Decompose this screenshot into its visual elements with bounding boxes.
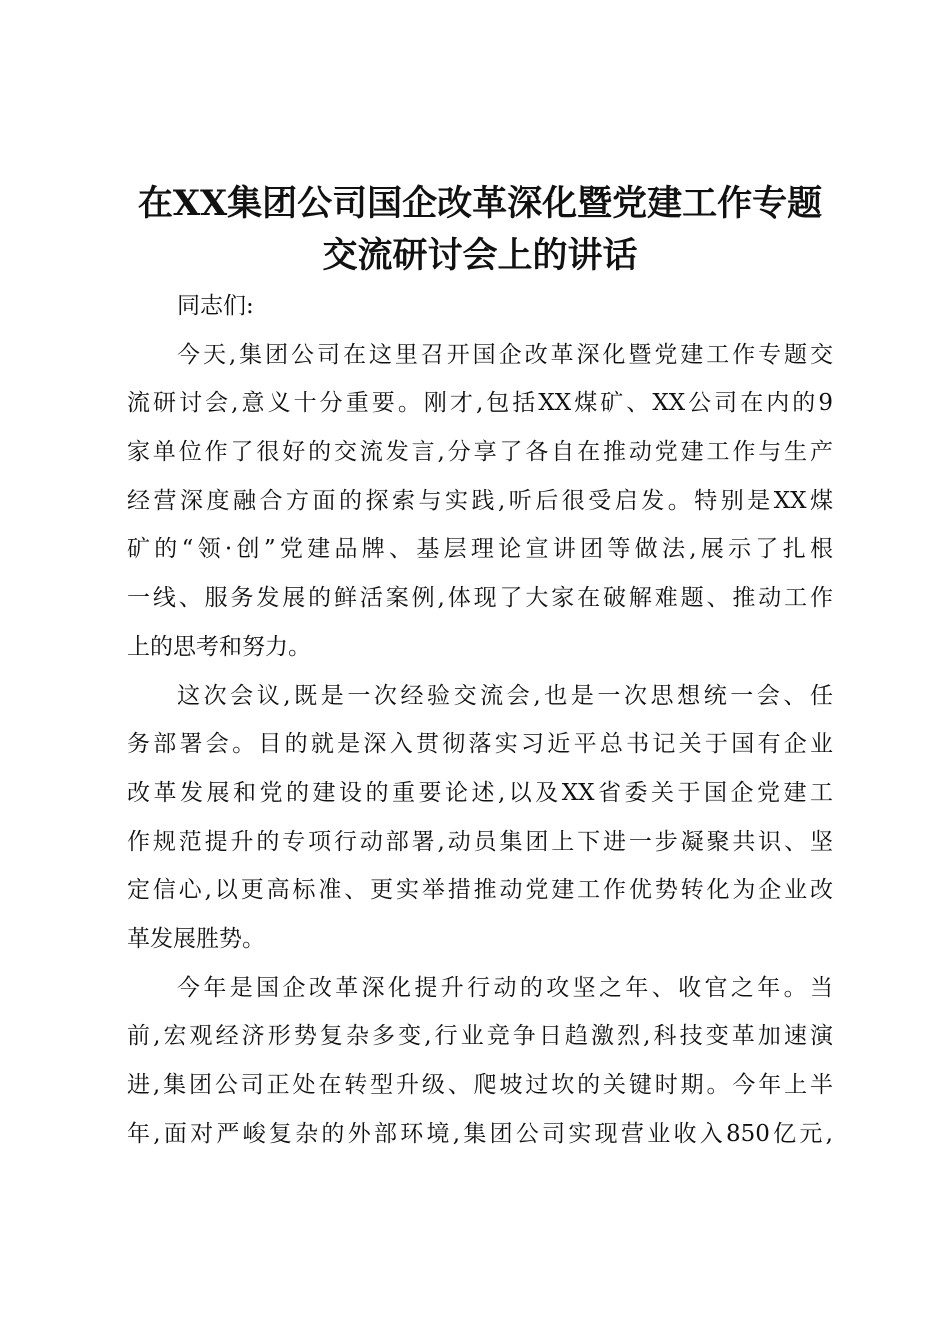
paragraph-line: 革发展胜势。 xyxy=(127,925,265,952)
paragraph-line: 改革发展和党的建设的重要论述,以及XX省委关于国企党建工 xyxy=(127,779,833,806)
paragraph-1 xyxy=(127,331,833,672)
document-body xyxy=(127,282,833,1158)
paragraph-line: 年,面对严峻复杂的外部环境,集团公司实现营业收入850亿元, xyxy=(127,1120,833,1147)
paragraph-line: 进,集团公司正处在转型升级、爬坡过坎的关键时期。今年上半 xyxy=(127,1072,833,1098)
paragraph-line: 这次会议,既是一次经验交流会,也是一次思想统一会、任 xyxy=(177,682,833,709)
title-line-2: 交流研讨会上的讲话 xyxy=(322,235,638,276)
paragraph-line: 定信心,以更高标准、更实举措推动党建工作优势转化为企业改 xyxy=(127,877,833,904)
paragraph-line: 上的思考和努力。 xyxy=(127,633,311,660)
title-line-1: 在XX集团公司国企改革深化暨党建工作专题 xyxy=(137,183,823,224)
paragraph-line: 作规范提升的专项行动部署,动员集团上下进一步凝聚共识、坚 xyxy=(127,828,833,855)
salutation: 同志们: xyxy=(177,293,254,319)
paragraph-line: 务部署会。目的就是深入贯彻落实习近平总书记关于国有企业 xyxy=(127,731,833,758)
paragraph-line: 今天,集团公司在这里召开国企改革深化暨党建工作专题交 xyxy=(177,341,833,368)
paragraph-line: 今年是国企改革深化提升行动的攻坚之年、收官之年。当 xyxy=(177,974,833,1001)
paragraph-line: 家单位作了很好的交流发言,分享了各自在推动党建工作与生产 xyxy=(127,439,833,466)
document-title xyxy=(120,178,840,282)
paragraph-3 xyxy=(127,964,833,1159)
paragraph-line: 经营深度融合方面的探索与实践,听后很受启发。特别是XX煤 xyxy=(127,487,833,514)
paragraph-2 xyxy=(127,672,833,964)
paragraph-line: 矿的“领·创”党建品牌、基层理论宣讲团等做法,展示了扎根 xyxy=(127,536,833,563)
paragraph-line: 流研讨会,意义十分重要。刚才,包括XX煤矿、XX公司在内的9 xyxy=(127,390,833,417)
paragraph-line: 一线、服务发展的鲜活案例,体现了大家在破解难题、推动工作 xyxy=(127,585,833,612)
paragraph-line: 前,宏观经济形势复杂多变,行业竞争日趋激烈,科技变革加速演 xyxy=(127,1023,833,1050)
